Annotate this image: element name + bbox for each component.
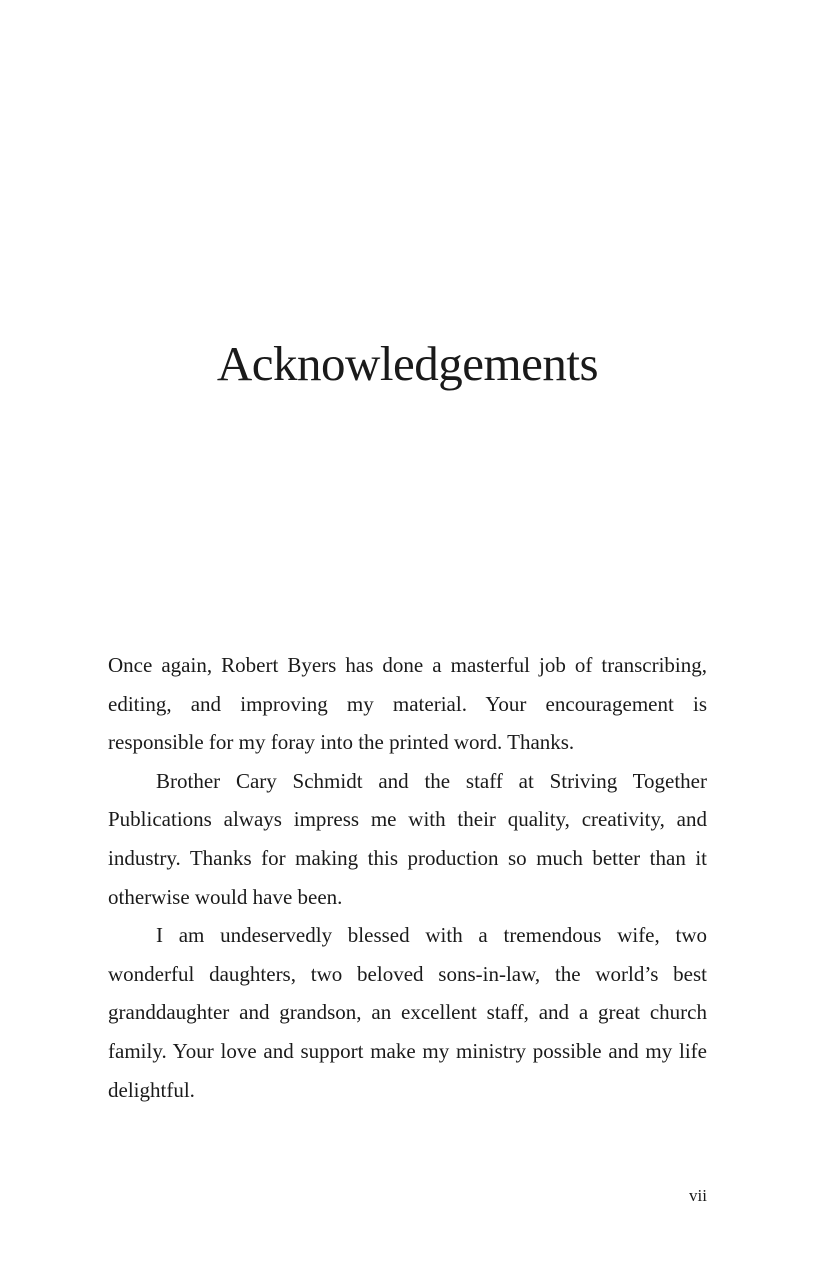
acknowledgements-body — [108, 646, 707, 1109]
page-number: vii — [689, 1186, 707, 1205]
chapter-title: Acknowledgements — [216, 336, 599, 391]
paragraph-1: Once again, Robert Byers has done a masterful job of transcribing, editing, and improving my material. Your encouragement is responsible for my foray into the printed word. Thanks. — [108, 653, 707, 755]
paragraph-2: Brother Cary Schmidt and the staff at Striving Together Publications always impress me with their quality, creativity, and industry. Thanks for making this production so much better than it otherwise would have been. — [108, 768, 707, 909]
paragraph-3: I am undeservedly blessed with a tremendous wife, two wonderful daughters, two beloved sons-in-law, the world’s best granddaughter and grandson, an excellent staff, and a great church family. Your love and support make my ministry possible and my life delightful. — [108, 923, 707, 1102]
